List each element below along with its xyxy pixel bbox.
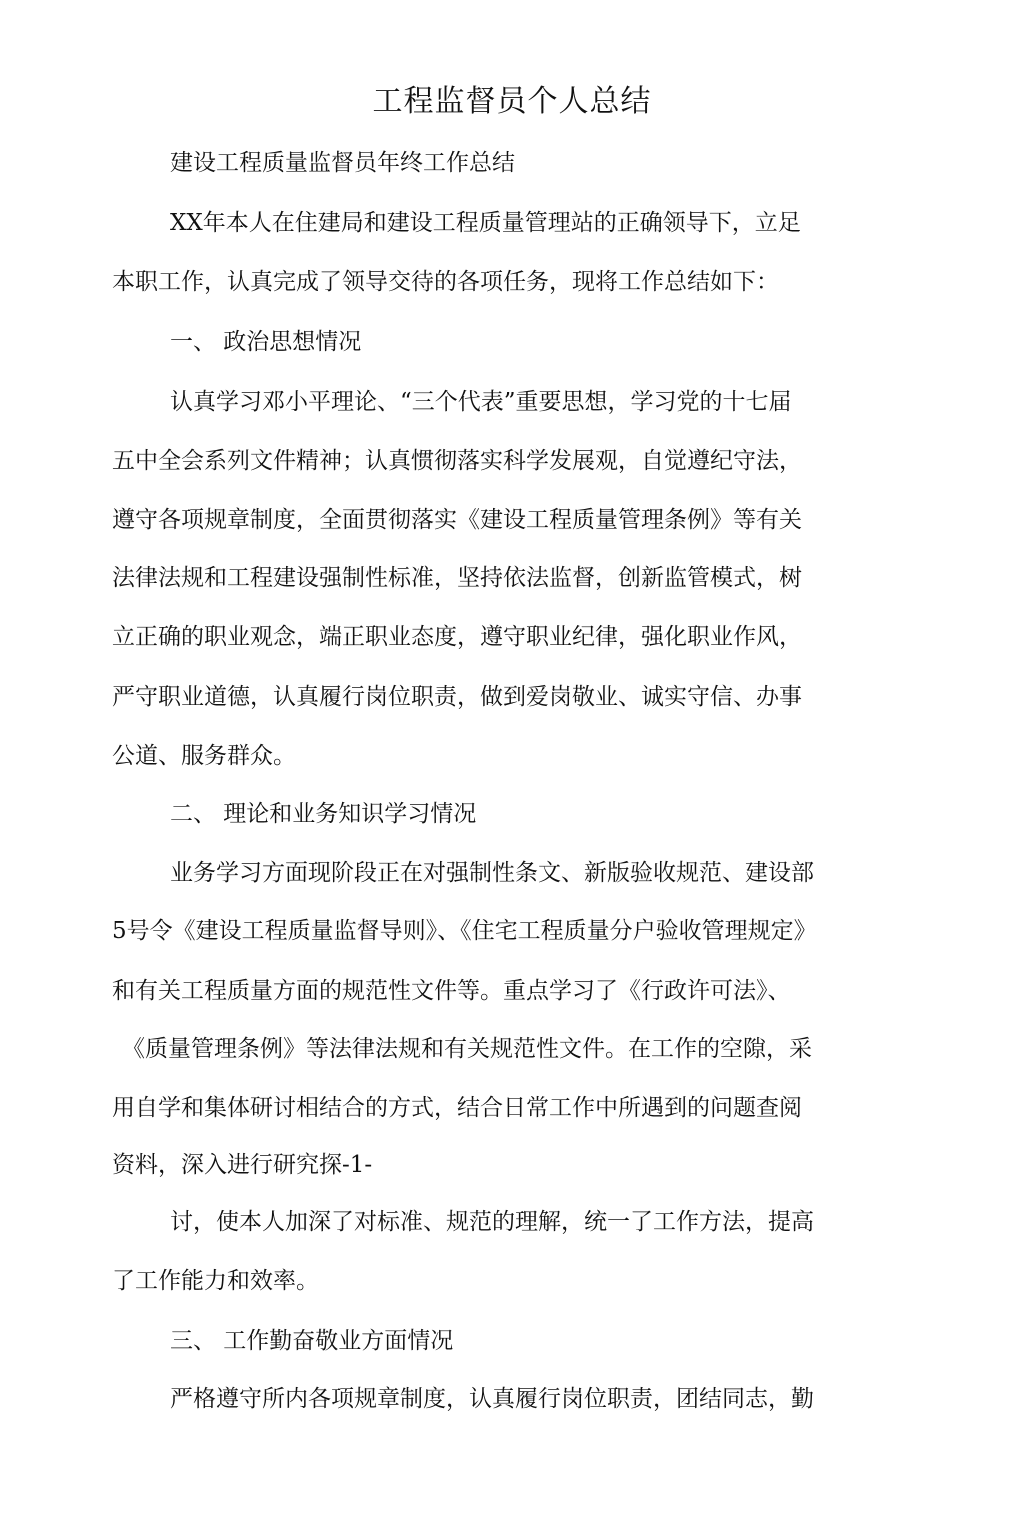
paragraph-line: 公道、服务群众。: [112, 743, 296, 769]
paragraph-line: 《质量管理条例》等法律法规和有关规范性文件。在工作的空隙，采: [122, 1036, 812, 1062]
paragraph-line: 了工作能力和效率。: [112, 1268, 319, 1294]
paragraph-line: XX年本人在住建局和建设工程质量管理站的正确领导下，立足: [170, 210, 801, 236]
paragraph-line: 5号令《建设工程质量监督导则》、《住宅工程质量分户验收管理规定》: [112, 918, 817, 944]
paragraph-line: 和有关工程质量方面的规范性文件等。重点学习了《行政许可法》、: [112, 978, 791, 1004]
document-title: 工程监督员个人总结: [372, 84, 652, 119]
section-heading: 三、 工作勤奋敬业方面情况: [170, 1328, 454, 1354]
paragraph-line: 遵守各项规章制度，全面贯彻落实《建设工程质量管理条例》等有关: [112, 507, 802, 533]
paragraph-line: 讨，使本人加深了对标准、规范的理解，统一了工作方法，提高: [170, 1209, 814, 1235]
paragraph-line: 法律法规和工程建设强制性标准，坚持依法监督，创新监管模式，树: [112, 565, 802, 591]
section-heading: 二、 理论和业务知识学习情况: [170, 801, 477, 827]
subtitle: 建设工程质量监督员年终工作总结: [170, 150, 515, 176]
paragraph-line: 认真学习邓小平理论、“三个代表”重要思想，学习党的十七届: [170, 389, 792, 415]
paragraph-line: 严格遵守所内各项规章制度，认真履行岗位职责，团结同志，勤: [170, 1386, 814, 1412]
paragraph-line: 立正确的职业观念，端正职业态度，遵守职业纪律，强化职业作风，: [112, 624, 802, 650]
section-heading: 一、 政治思想情况: [170, 329, 362, 355]
paragraph-line: 用自学和集体研讨相结合的方式，结合日常工作中所遇到的问题查阅: [112, 1095, 802, 1121]
paragraph-line: 五中全会系列文件精神；认真惯彻落实科学发展观，自觉遵纪守法，: [112, 448, 802, 474]
paragraph-line: 本职工作，认真完成了领导交待的各项任务，现将工作总结如下：: [112, 269, 779, 295]
paragraph-line: 资料，深入进行研究探-1-: [112, 1152, 373, 1178]
paragraph-line: 业务学习方面现阶段正在对强制性条文、新版验收规范、建设部: [170, 860, 814, 886]
paragraph-line: 严守职业道德，认真履行岗位职责，做到爱岗敬业、诚实守信、办事: [112, 684, 802, 710]
